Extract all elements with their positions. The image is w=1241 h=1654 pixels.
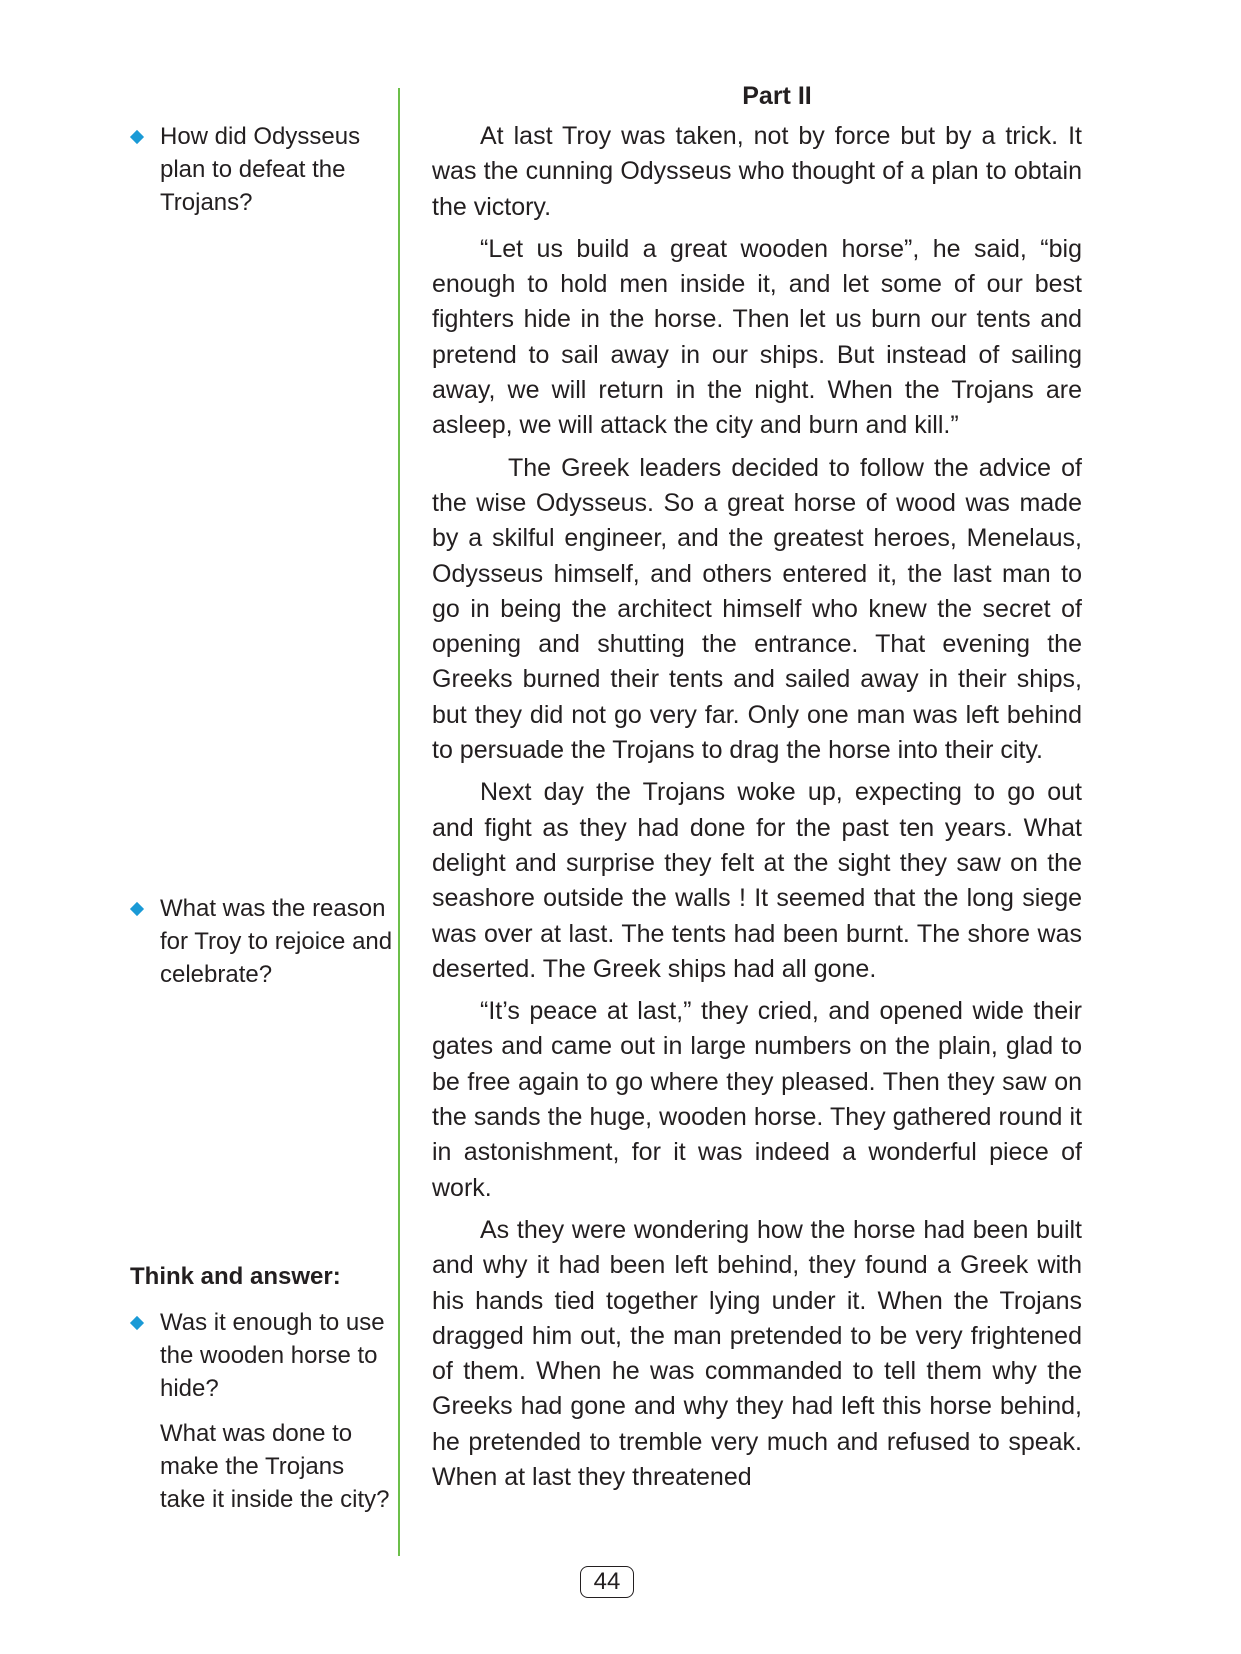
margin-note-2 [130,892,395,991]
paragraph-5: “It’s peace at last,” they cried, and opened wide their gates and came out in large numbers on the plain, glad to be free again to go where they pleased. Then they saw on the sands the huge, wooden horse. They gathered round it in astonishment, for it was indeed a wonderful piece of work. [432,997,1082,1202]
diamond-bullet-icon [130,902,144,916]
think-and-answer-heading: Think and answer: [130,1263,341,1290]
paragraph-4: Next day the Trojans woke up, expecting to go out and fight as they had done for the past ten years. What delight and surprise they felt at the sight they saw on the seashore outside the walls ! It seemed that the long siege was over at last. The tents had been burnt. The shore was deserted. The Greek ships had all gone. [432,778,1082,983]
part-title: Part II [742,82,812,110]
think-question-text: Was it enough to use the wooden horse to hide? [160,1309,385,1402]
margin-question [130,120,395,219]
think-and-answer-questions [130,1306,395,1516]
main-text-column [432,82,1082,1502]
diamond-bullet-icon [130,1316,144,1330]
margin-note-1 [130,120,395,219]
paragraph-3: The Greek leaders decided to follow the advice of the wise Odysseus. So a great horse of wood was made by a skilful engineer, and the greatest heroes, Menelaus, Odysseus himself, and others entered it, the last man to go in being the architect himself who knew the secret of opening and shutting the entrance. That evening the Greeks burned their tents and sailed away in their ships, but they did not go very far. Only one man was left behind to persuade the Trojans to drag the horse into their city. [432,453,1082,765]
paragraph-6: As they were wondering how the horse had been built and why it had been left behind, they found a Greek with his hands tied together lying under it. When the Trojans dragged him out, the man pretended to be very frightened of them. When he was commanded to tell them why the Greeks had gone and why they had left this horse behind, he pretended to tremble very much and refused to speak. When at last they threatened [432,1215,1082,1491]
margin-question-text: How did Odysseus plan to defeat the Trojans? [160,123,361,216]
margin-question-text: What was the reason for Troy to rejoice and celebrate? [160,895,393,988]
think-question-2 [130,1417,395,1516]
think-question-1 [130,1306,395,1405]
paragraph-2: “Let us build a great wooden horse”, he said, “big enough to hold men inside it, and let some of our best fighters hide in the horse. Then let us burn our tents and pretend to sail away in our ships. But instead of sailing away, we will return in the night. When the Trojans are asleep, we will attack the city and burn and kill.” [432,234,1082,440]
paragraph-1: At last Troy was taken, not by force but by a trick. It was the cunning Odysseus who thought of a plan to obtain the victory. [432,122,1082,221]
column-divider [398,88,400,1556]
think-question-text: What was done to make the Trojans take it inside the city? [160,1420,390,1513]
page-number: 44 [580,1566,634,1598]
margin-question [130,892,395,991]
diamond-bullet-icon [130,130,144,144]
